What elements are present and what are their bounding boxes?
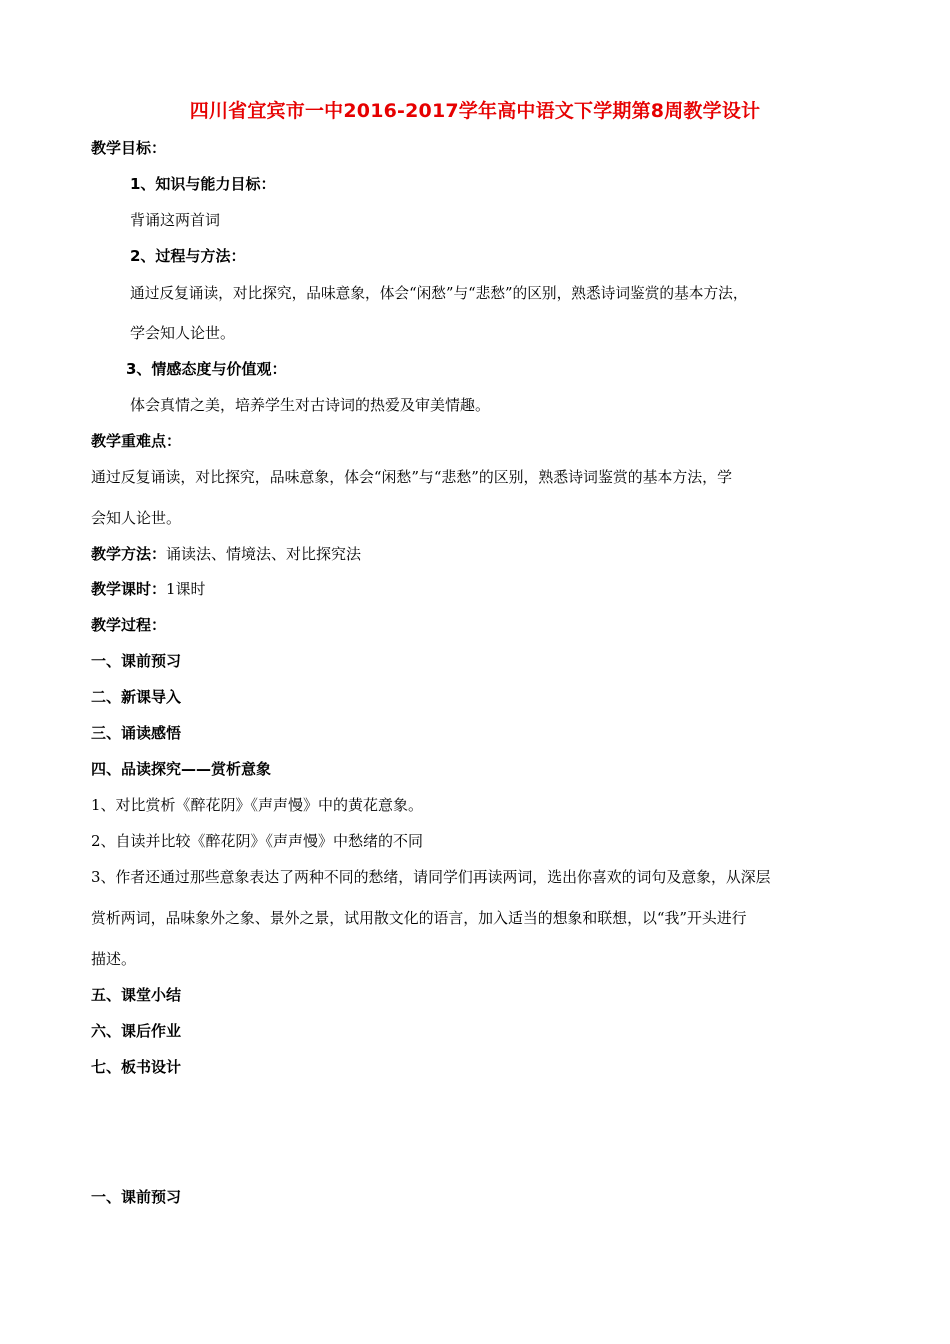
keypoints-line2: 会知人论世。 [91,509,182,527]
hours-label: 教学课时： [91,580,167,598]
hours-line [91,578,206,600]
section-1-heading-repeat: 一、课前预习 [91,1188,182,1206]
objectives-heading: 教学目标： [91,139,167,157]
step-6-heading: 六、课后作业 [91,1022,182,1040]
step-4-item-3-line3: 描述。 [91,950,137,968]
document-title: 四川省宜宾市一中2016-2017学年高中语文下学期第8周教学设计 [189,100,761,122]
objective-2-heading: 2、过程与方法： [130,247,246,265]
step-4-heading: 四、品读探究——赏析意象 [91,760,272,778]
process-heading: 教学过程： [91,616,167,634]
objective-2-text-line1: 通过反复诵读，对比探究，品味意象，体会“闲愁”与“悲愁”的区别，熟悉诗词鉴赏的基本方法， [130,285,748,302]
method-label: 教学方法： [91,545,167,563]
keypoints-heading: 教学重难点： [91,432,182,450]
objective-3-text: 体会真情之美，培养学生对古诗词的热爱及审美情趣。 [130,396,491,414]
step-2-heading: 二、新课导入 [91,688,182,706]
objective-3-heading: 3、情感态度与价值观： [126,360,287,378]
step-5-heading: 五、课堂小结 [91,986,182,1004]
step-4-item-2: 2、自读并比较《醉花阴》《声声慢》中愁绪的不同 [91,832,424,850]
hours-value: 1课时 [166,580,206,598]
method-line [91,543,361,565]
method-value: 诵读法、情境法、对比探究法 [166,545,362,563]
step-4-item-3-line1: 3、作者还通过那些意象表达了两种不同的愁绪，请同学们再读两词，选出你喜欢的词句及意象，从深层 [91,868,771,886]
step-4-item-3-line2: 赏析两词，品味象外之象、景外之景，试用散文化的语言，加入适当的想象和联想，以“我”开头进行 [91,909,747,927]
step-1-heading: 一、课前预习 [91,652,182,670]
step-3-heading: 三、诵读感悟 [91,724,182,742]
objective-1-text: 背诵这两首词 [130,211,221,229]
objective-2-text-line2: 学会知人论世。 [130,324,236,342]
step-4-item-1: 1、对比赏析《醉花阴》《声声慢》中的黄花意象。 [91,796,424,814]
step-7-heading: 七、板书设计 [91,1058,182,1076]
objective-1-heading: 1、知识与能力目标： [130,175,276,193]
keypoints-line1: 通过反复诵读，对比探究，品味意象，体会“闲愁”与“悲愁”的区别，熟悉诗词鉴赏的基本方法，学 [91,468,732,486]
